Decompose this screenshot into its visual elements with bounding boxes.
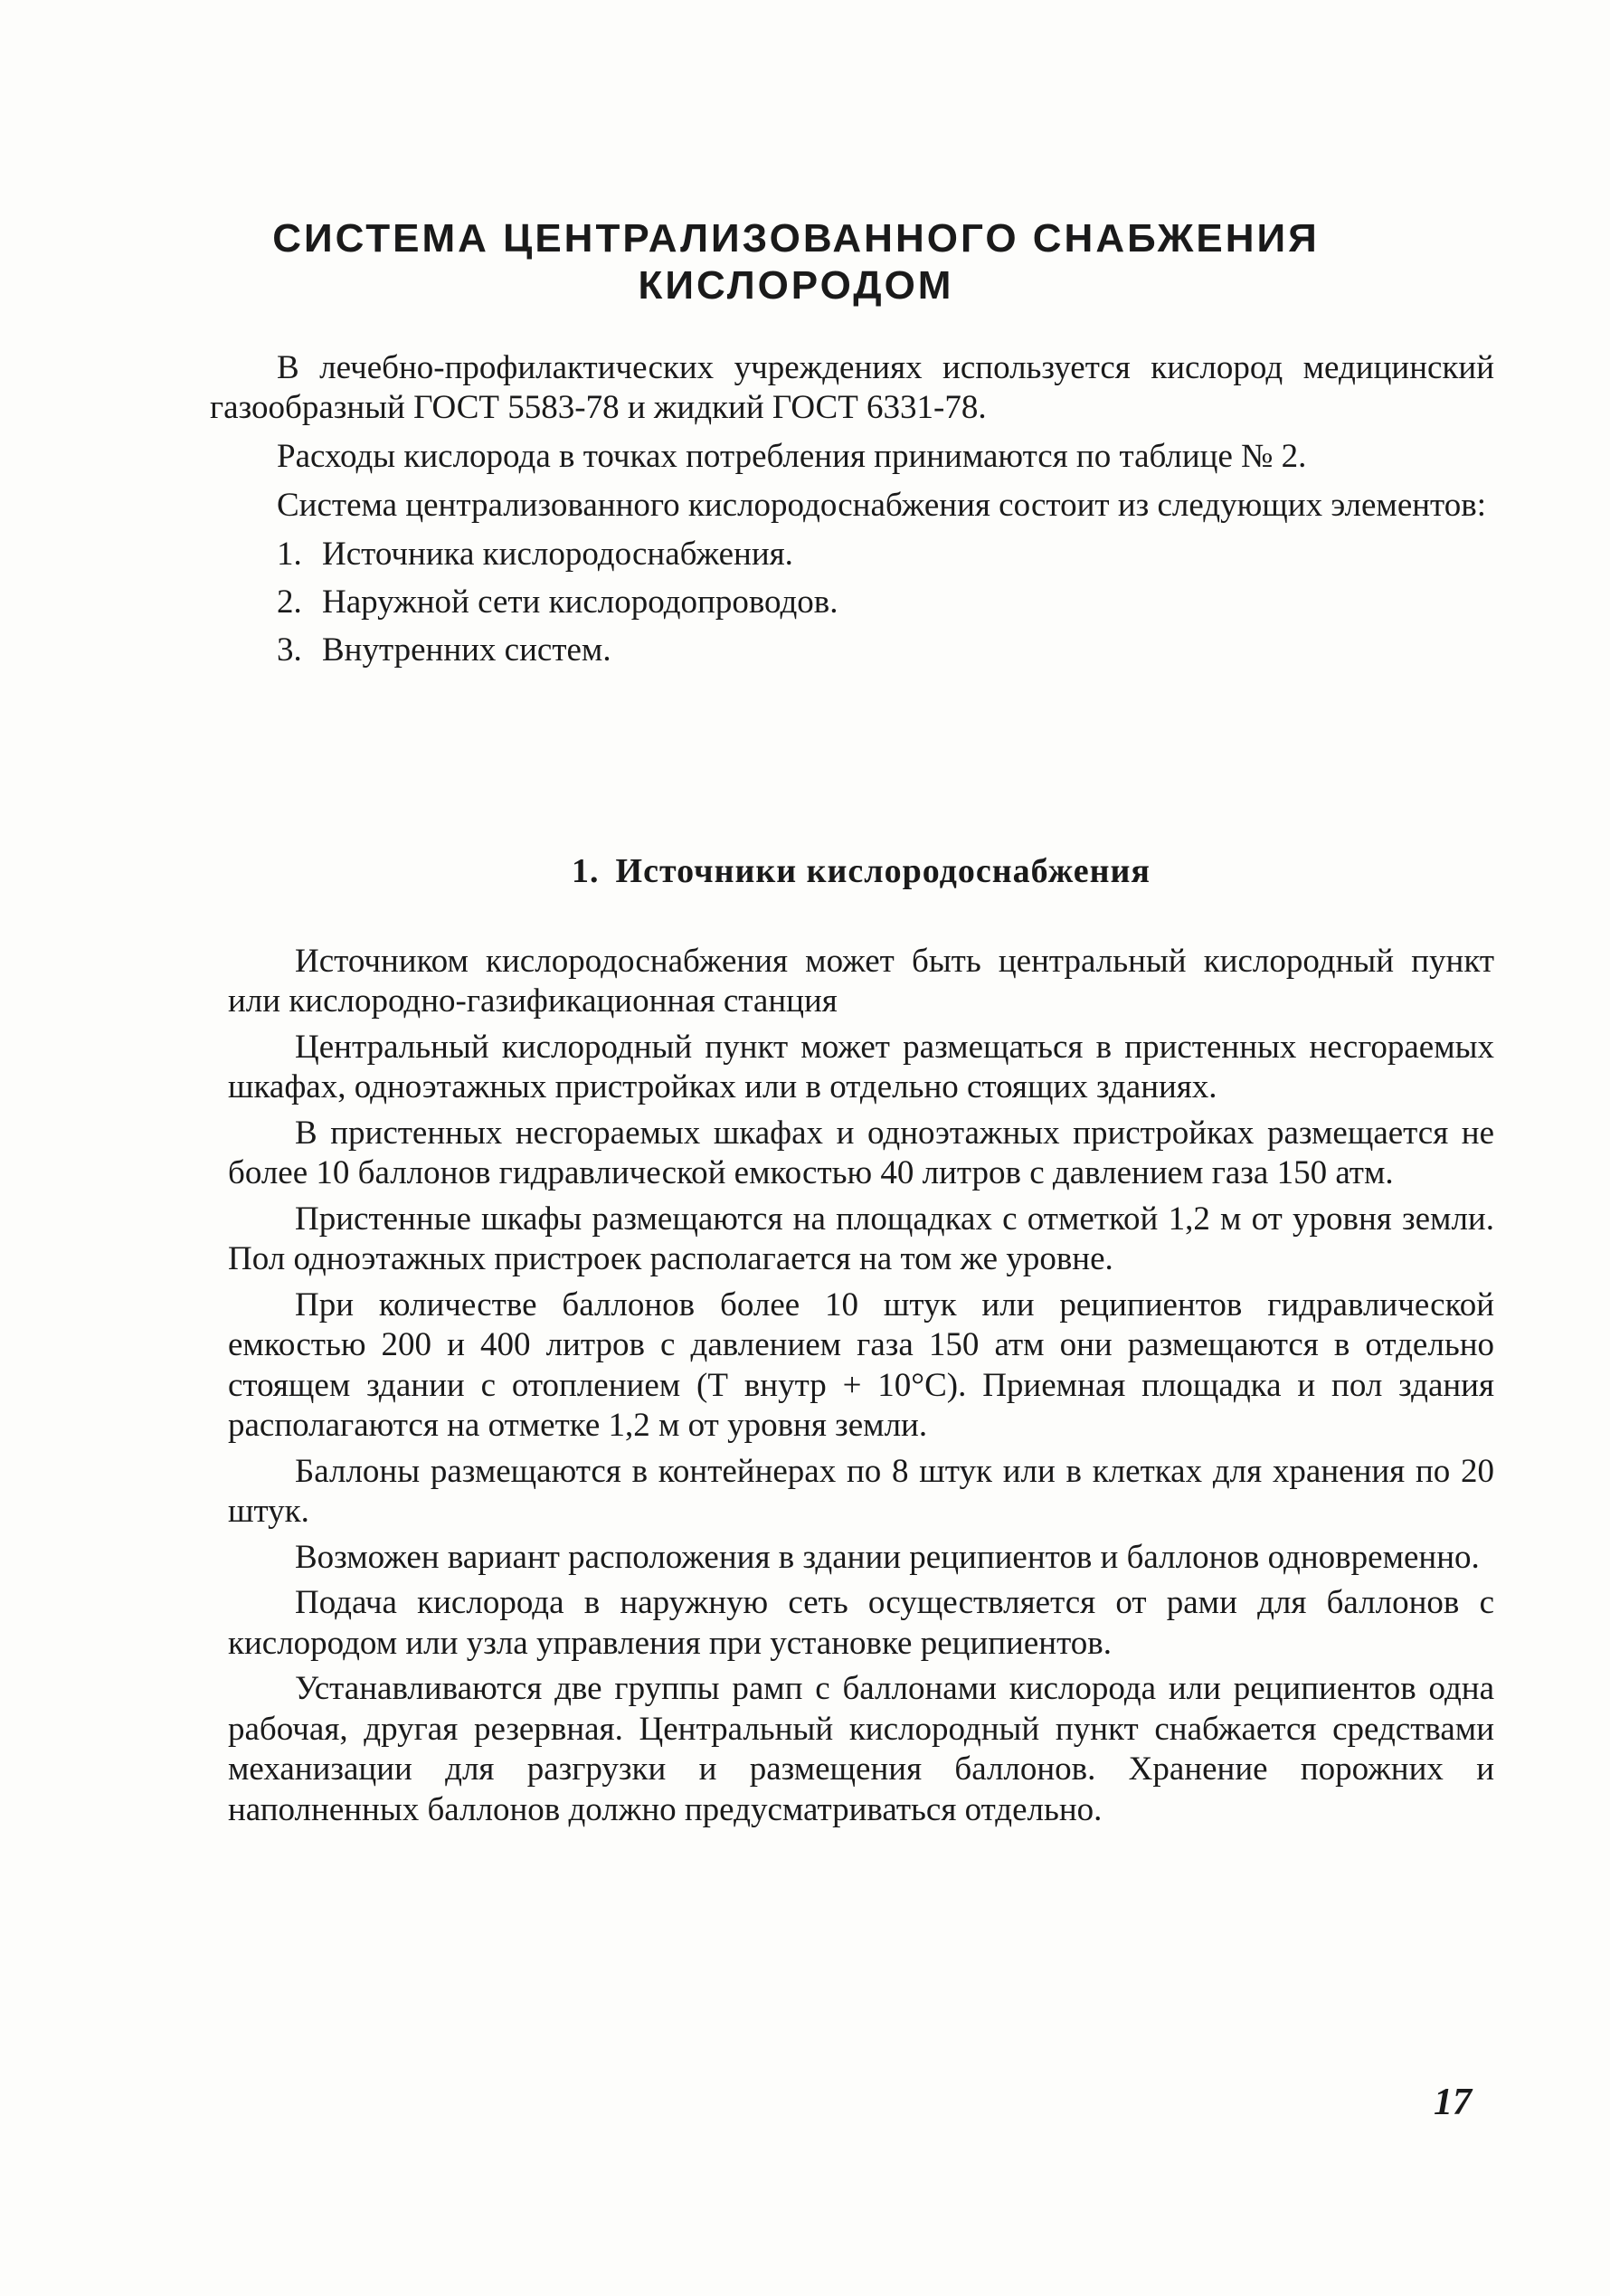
section-paragraph: В пристенных несгораемых шкафах и одноэтажных пристройках размещается не более 10 баллонов гидравлической емкостью 40 литров с давлением газа 150 атм. — [228, 1114, 1494, 1191]
section-paragraph: Подача кислорода в наружную сеть осуществляется от рами для баллонов с кислородом или узла управления при установке реципиентов. — [228, 1584, 1494, 1662]
list-item-text: Внутренних систем. — [322, 631, 611, 669]
intro-paragraph: В лечебно-профилактических учреждениях используется кислород медицинский газообразный ГОСТ 5583-78 и жидкий ГОСТ 6331-78. — [210, 349, 1494, 426]
sources-section — [228, 852, 1494, 1836]
section-paragraph: Баллоны размещаются в контейнерах по 8 штук или в клетках для хранения по 20 штук. — [228, 1452, 1494, 1530]
section-number: 1. — [572, 852, 600, 890]
section-paragraph: Центральный кислородный пункт может размещаться в пристенных несгораемых шкафах, одноэтажных пристройках или в отдельно стоящих зданиях. — [228, 1028, 1494, 1105]
list-item — [210, 583, 1494, 622]
section-paragraph: Устанавливаются две группы рамп с баллонами кислорода или реципиентов одна рабочая, другая резервная. Центральный кислородный пункт снабжается средствами механизации для разгрузки и размещения баллонов. Хранение порожних и наполненных баллонов должно предусматриваться отдельно. — [228, 1670, 1494, 1828]
list-item — [210, 535, 1494, 574]
intro-paragraph: Расходы кислорода в точках потребления принимаются по таблице № 2. — [277, 438, 1307, 475]
list-item-number: 1. — [277, 536, 302, 573]
page-title — [226, 215, 1366, 309]
page-title-line-1: СИСТЕМА ЦЕНТРАЛИЗОВАННОГО СНАБЖЕНИЯ — [272, 216, 1320, 261]
intro-paragraph: Система централизованного кислородоснабжения состоит из следующих элементов: — [277, 487, 1486, 524]
section-paragraph: Возможен вариант расположения в здании реципиентов и баллонов одновременно. — [295, 1538, 1480, 1576]
section-paragraph: Пристенные шкафы размещаются на площадках с отметкой 1,2 м от уровня земли. Пол одноэтажных пристроек располагается на том же уровне. — [228, 1200, 1494, 1277]
list-item-text: Наружной сети кислородопроводов. — [322, 583, 838, 621]
section-paragraph: При количестве баллонов более 10 штук или реципиентов гидравлической емкостью 200 и 400 литров с давлением газа 150 атм они размещаются в отдельно стоящем здании с отоплением (Т внутр + 10°С). Приемная площадка и пол здания располагаются на отметке 1,2 м от уровня земли. — [228, 1286, 1494, 1444]
section-paragraph: Источником кислородоснабжения может быть центральный кислородный пункт или кислородно-газификационная станция — [228, 942, 1494, 1020]
page-title-line-2: КИСЛОРОДОМ — [638, 263, 954, 308]
elements-list — [210, 535, 1494, 670]
list-item-text: Источника кислородоснабжения. — [322, 536, 793, 573]
list-item-number: 3. — [277, 631, 302, 669]
list-item — [210, 631, 1494, 670]
section-heading-text: Источники кислородоснабжения — [615, 852, 1151, 890]
intro-section — [210, 348, 1494, 678]
page-number: 17 — [1434, 2082, 1472, 2123]
list-item-number: 2. — [277, 583, 302, 621]
section-heading — [228, 851, 1494, 892]
